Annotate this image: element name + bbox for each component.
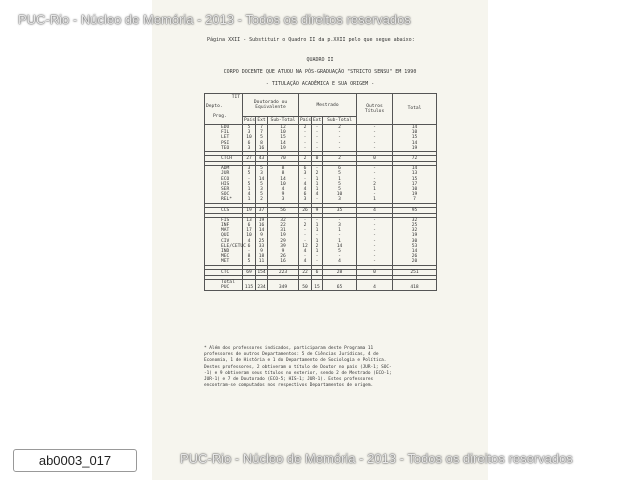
value-cell: - — [357, 254, 393, 259]
value-cell: 2 — [312, 171, 323, 176]
value-cell: 29 — [268, 239, 299, 244]
value-cell: 251 — [393, 269, 437, 275]
value-cell: - — [299, 228, 312, 233]
value-cell: 9 — [256, 249, 268, 254]
value-cell: 13 — [243, 217, 256, 223]
value-cell: 5 — [256, 166, 268, 172]
dept-cell: ECO — [205, 177, 243, 182]
value-cell: 9 — [268, 192, 299, 197]
value-cell: 4 — [312, 192, 323, 197]
value-cell: - — [323, 254, 357, 259]
value-cell: 4 — [357, 207, 393, 213]
value-cell: 1 — [323, 239, 357, 244]
subheader-cell: Ext — [257, 118, 266, 124]
value-cell: 7 — [393, 197, 437, 203]
value-cell: - — [357, 171, 393, 176]
value-cell: - — [357, 135, 393, 140]
value-cell: 1 — [312, 239, 323, 244]
value-cell: 3 — [243, 146, 256, 152]
value-cell: - — [357, 217, 393, 223]
value-cell: 1 — [323, 228, 357, 233]
dept-cell: CIV — [205, 239, 243, 244]
value-cell: 18 — [256, 254, 268, 259]
value-cell: - — [299, 233, 312, 238]
value-cell: 14 — [323, 244, 357, 249]
value-cell: 65 — [323, 285, 357, 291]
value-cell: 32 — [268, 217, 299, 223]
value-cell: 1 — [312, 228, 323, 233]
value-cell: - — [357, 125, 393, 131]
value-cell: 56 — [268, 207, 299, 213]
dept-cell: EDU — [205, 125, 243, 131]
value-cell: - — [299, 146, 312, 152]
value-cell: - — [312, 197, 323, 203]
value-cell: 14 — [393, 166, 437, 172]
value-cell: 3 — [243, 130, 256, 135]
subheader-cell: País — [244, 118, 256, 124]
value-cell: - — [299, 141, 312, 146]
value-cell: - — [357, 166, 393, 172]
header-depto: Depto. — [206, 104, 223, 109]
value-cell: 14 — [256, 177, 268, 182]
value-cell: - — [357, 141, 393, 146]
value-cell: 1 — [312, 177, 323, 182]
faculty-table — [204, 93, 437, 291]
dept-cell: SOC — [205, 192, 243, 197]
value-cell: - — [312, 146, 323, 152]
value-cell: 3 — [299, 197, 312, 203]
footnote-line: encontram-se computados nos respectivos Departamentos de origem. — [204, 383, 374, 389]
value-cell: 5 — [243, 182, 256, 187]
value-cell: 7 — [256, 125, 268, 131]
value-cell: - — [323, 217, 357, 223]
table-number: QUADRO II — [306, 57, 334, 63]
value-cell: 14 — [268, 177, 299, 182]
value-cell: 6 — [323, 166, 357, 172]
value-cell: 4 — [243, 239, 256, 244]
value-cell: 15 — [312, 285, 323, 291]
value-cell: 349 — [268, 285, 299, 291]
value-cell: 2 — [299, 125, 312, 131]
watermark-bottom: PUC-Rio - Núcleo de Memória - 2013 - Todos os direitos reservados — [180, 451, 573, 466]
value-cell: 1 — [323, 177, 357, 182]
value-cell: 2 — [299, 156, 312, 162]
value-cell: 70 — [268, 156, 299, 162]
value-cell: 14 — [256, 228, 268, 233]
value-cell: 0 — [312, 156, 323, 162]
value-cell: 4 — [299, 182, 312, 187]
value-cell: 6 — [312, 269, 323, 275]
value-cell: 115 — [243, 285, 256, 291]
value-cell: 33 — [256, 244, 268, 249]
value-cell: 27 — [243, 156, 256, 162]
value-cell: 2 — [323, 125, 357, 131]
value-cell: - — [357, 223, 393, 228]
value-cell: - — [357, 130, 393, 135]
value-cell: 14 — [393, 141, 437, 146]
value-cell: - — [357, 233, 393, 238]
value-cell: - — [299, 217, 312, 223]
value-cell: 3 — [268, 197, 299, 203]
grand-total-label: Total — [205, 279, 243, 285]
value-cell: 19 — [393, 192, 437, 197]
value-cell: 20 — [393, 259, 437, 265]
value-cell: 5 — [323, 249, 357, 254]
value-cell: - — [312, 130, 323, 135]
value-cell: 14 — [393, 249, 437, 254]
value-cell: 234 — [257, 285, 266, 291]
value-cell: 3 — [299, 171, 312, 176]
value-cell: - — [357, 239, 393, 244]
dept-cell: ADM — [205, 166, 243, 172]
value-cell: 6 — [243, 141, 256, 146]
dept-cell: JUR — [205, 171, 243, 176]
value-cell: 50 — [299, 285, 312, 291]
table-header-row — [205, 94, 437, 117]
value-cell: 15 — [393, 177, 437, 182]
value-cell: 4 — [323, 259, 357, 265]
value-cell: 32 — [393, 217, 437, 223]
value-cell: 12 — [268, 125, 299, 131]
value-cell: 8 — [243, 254, 256, 259]
value-cell: 22 — [268, 223, 299, 228]
value-cell: 1 — [243, 187, 256, 192]
value-cell: - — [312, 259, 323, 265]
dept-cell: PSI — [205, 141, 243, 146]
dept-cell: IND — [205, 249, 243, 254]
grand-total-row — [205, 285, 437, 291]
value-cell: 15 — [268, 135, 299, 140]
value-cell: - — [357, 244, 393, 249]
header-tit: TIT — [231, 95, 240, 100]
footnote-line: JUR-1) e 7 de Doutorado (ECO-5; HIS-1; JUR-1). Estes professores — [204, 377, 374, 383]
value-cell: 7 — [256, 130, 268, 135]
value-cell: 1 — [243, 197, 256, 203]
dept-cell: MET — [205, 259, 243, 265]
value-cell: 14 — [268, 141, 299, 146]
value-cell: - — [323, 233, 357, 238]
value-cell: 1 — [357, 197, 393, 203]
value-cell: - — [357, 228, 393, 233]
value-cell: 9 — [256, 233, 268, 238]
value-cell: - — [357, 177, 393, 182]
value-cell: 3 — [323, 223, 357, 228]
subheader-cell: País — [300, 118, 312, 124]
value-cell: 11 — [256, 259, 268, 265]
value-cell: 19 — [243, 207, 256, 213]
value-cell: 28 — [323, 269, 357, 275]
value-cell: 10 — [393, 130, 437, 135]
value-cell: 8 — [268, 166, 299, 172]
value-cell: 0 — [357, 269, 393, 275]
subheader-cell: Sub-Total — [323, 117, 357, 125]
value-cell: 10 — [268, 182, 299, 187]
value-cell: 25 — [256, 239, 268, 244]
dept-cell: LET — [205, 135, 243, 140]
value-cell: 95 — [393, 207, 437, 213]
value-cell: 154 — [257, 269, 266, 275]
footnote-line: Economia, 1 de História e 1 do Departamento de Sociologia e Política. — [204, 358, 387, 364]
value-cell: 2 — [312, 244, 323, 249]
value-cell: - — [312, 141, 323, 146]
value-cell: 26 — [393, 254, 437, 259]
value-cell: 2 — [357, 182, 393, 187]
value-cell: - — [299, 254, 312, 259]
footnote-line: Destes professores, 2 obtiveram o título de Doutor no país (JUR-1; SOC- — [204, 364, 392, 370]
table-subtitle: - TITULAÇÃO ACADÊMICA E SUA ORIGEM - — [265, 81, 375, 87]
value-cell: 1 — [312, 223, 323, 228]
value-cell: 1 — [312, 182, 323, 187]
value-cell: 4 — [299, 249, 312, 254]
value-cell: 17 — [393, 182, 437, 187]
header-doutorado: Doutorado ou Equivalente — [243, 94, 299, 117]
value-cell: 43 — [256, 156, 268, 162]
value-cell: 223 — [268, 269, 299, 275]
header-prog: Prog. — [213, 114, 227, 119]
value-cell: - — [323, 130, 357, 135]
value-cell: 32 — [393, 228, 437, 233]
value-cell: 5 — [256, 135, 268, 140]
subheader-cell: Sub-Total — [268, 117, 299, 125]
value-cell: 17 — [243, 228, 256, 233]
value-cell: 1 — [312, 187, 323, 192]
value-cell: 1 — [312, 249, 323, 254]
value-cell: 9 — [312, 207, 323, 213]
value-cell: 19 — [268, 146, 299, 152]
value-cell: - — [299, 130, 312, 135]
value-cell: 26 — [268, 254, 299, 259]
value-cell: 25 — [393, 223, 437, 228]
value-cell: 8 — [256, 141, 268, 146]
footnote-line: * Além dos professores indicados, participaram deste Programa 11 — [204, 346, 374, 351]
value-cell: - — [357, 146, 393, 152]
dept-cell: CTCH — [205, 156, 243, 162]
value-cell: 26 — [299, 207, 312, 213]
value-cell: 5 — [323, 187, 357, 192]
value-cell: 22 — [299, 269, 312, 275]
dept-cell: TEO — [205, 146, 243, 152]
value-cell: 5 — [243, 125, 256, 131]
value-cell: 10 — [393, 187, 437, 192]
value-cell: - — [357, 259, 393, 265]
value-cell: 5 — [256, 182, 268, 187]
value-cell: 10 — [243, 233, 256, 238]
value-cell: 2 — [323, 156, 357, 162]
value-cell: 53 — [393, 244, 437, 249]
value-cell: 3 — [323, 197, 357, 203]
page-instruction: Página XXII - Substituir o Quadro II da p.XXII pelo que segue abaixo: — [207, 37, 415, 43]
dept-cell: QUI — [205, 233, 243, 238]
dept-cell: PUC — [205, 285, 243, 291]
value-cell: 6 — [243, 223, 256, 228]
value-cell: 5 — [323, 182, 357, 187]
header-outros: Outros Títulos — [357, 94, 393, 125]
value-cell: 12 — [299, 244, 312, 249]
value-cell: 4 — [268, 187, 299, 192]
value-cell: 39 — [268, 244, 299, 249]
value-cell: - — [357, 192, 393, 197]
dept-cell: REL* — [205, 197, 243, 203]
value-cell: 0 — [357, 156, 393, 162]
value-cell: 5 — [256, 192, 268, 197]
value-cell: 4 — [299, 187, 312, 192]
value-cell: 30 — [393, 239, 437, 244]
dept-cell: SER — [205, 187, 243, 192]
value-cell: 3 — [256, 171, 268, 176]
document-id-label: ab0003_017 — [13, 449, 137, 472]
value-cell: - — [323, 135, 357, 140]
header-total: Total — [393, 94, 437, 125]
value-cell: 19 — [393, 233, 437, 238]
value-cell: - — [312, 233, 323, 238]
value-cell: 13 — [393, 171, 437, 176]
value-cell: - — [243, 249, 256, 254]
value-cell: - — [299, 177, 312, 182]
dept-cell: INF — [205, 223, 243, 228]
value-cell: 3 — [256, 187, 268, 192]
dept-cell: ELE/CETUC — [205, 244, 243, 249]
footnote — [204, 346, 440, 389]
value-cell: - — [312, 254, 323, 259]
value-cell: 19 — [256, 217, 268, 223]
value-cell: - — [312, 135, 323, 140]
subheader-cell: Ext — [313, 118, 322, 124]
dept-cell: CCS — [205, 207, 243, 213]
value-cell: 16 — [256, 146, 268, 152]
header-corner — [205, 94, 243, 125]
value-cell: 31 — [268, 228, 299, 233]
dept-cell: FIS — [205, 217, 243, 223]
table-title: CORPO DOCENTE QUE ATUOU NA PÓS-GRADUAÇÃO "STRICTO SENSU" EM 1990 — [223, 69, 417, 75]
value-cell: 4 — [243, 192, 256, 197]
value-cell: 4 — [357, 285, 393, 291]
value-cell: 6 — [243, 244, 256, 249]
value-cell: - — [357, 249, 393, 254]
value-cell: - — [323, 146, 357, 152]
dept-cell: FIL — [205, 130, 243, 135]
value-cell: 37 — [256, 207, 268, 213]
value-cell: 19 — [393, 146, 437, 152]
value-cell: 5 — [323, 171, 357, 176]
value-cell: 35 — [323, 207, 357, 213]
value-cell: - — [243, 177, 256, 182]
value-cell: 16 — [268, 259, 299, 265]
value-cell: - — [299, 239, 312, 244]
value-cell: - — [312, 217, 323, 223]
value-cell: 19 — [268, 233, 299, 238]
footnote-line: professores de outros Departamentos: 5 de Ciências Jurídicas, 4 de — [204, 352, 379, 358]
value-cell: 418 — [393, 285, 437, 291]
value-cell: 5 — [243, 259, 256, 265]
value-cell: 9 — [268, 249, 299, 254]
value-cell: - — [312, 125, 323, 131]
value-cell: 14 — [393, 125, 437, 131]
value-cell: 4 — [299, 259, 312, 265]
value-cell: 15 — [393, 135, 437, 140]
value-cell: 3 — [243, 166, 256, 172]
value-cell: - — [299, 135, 312, 140]
value-cell: 2 — [256, 197, 268, 203]
watermark-top: PUC-Rio - Núcleo de Memória - 2013 - Todos os direitos reservados — [18, 12, 411, 27]
value-cell: 5 — [243, 171, 256, 176]
value-cell: 1 — [357, 187, 393, 192]
value-cell: 72 — [393, 156, 437, 162]
value-cell: 2 — [299, 223, 312, 228]
footnote-line: -1) e 9 obtiveram seus títulos no exterior, sendo 2 de Mestrado (ECO-1; — [204, 370, 392, 376]
value-cell: 6 — [299, 192, 312, 197]
value-cell: 10 — [243, 135, 256, 140]
value-cell: 6 — [299, 166, 312, 172]
value-cell: - — [312, 166, 323, 172]
dept-cell: MEC — [205, 254, 243, 259]
value-cell: 16 — [256, 223, 268, 228]
header-mestrado: Mestrado — [299, 94, 357, 117]
dept-cell: MAT — [205, 228, 243, 233]
value-cell: - — [323, 141, 357, 146]
dept-cell: HIS — [205, 182, 243, 187]
value-cell: 69 — [243, 269, 256, 275]
value-cell: 8 — [268, 171, 299, 176]
value-cell: 10 — [268, 130, 299, 135]
value-cell: 10 — [323, 192, 357, 197]
dept-cell: CTC — [205, 269, 243, 275]
